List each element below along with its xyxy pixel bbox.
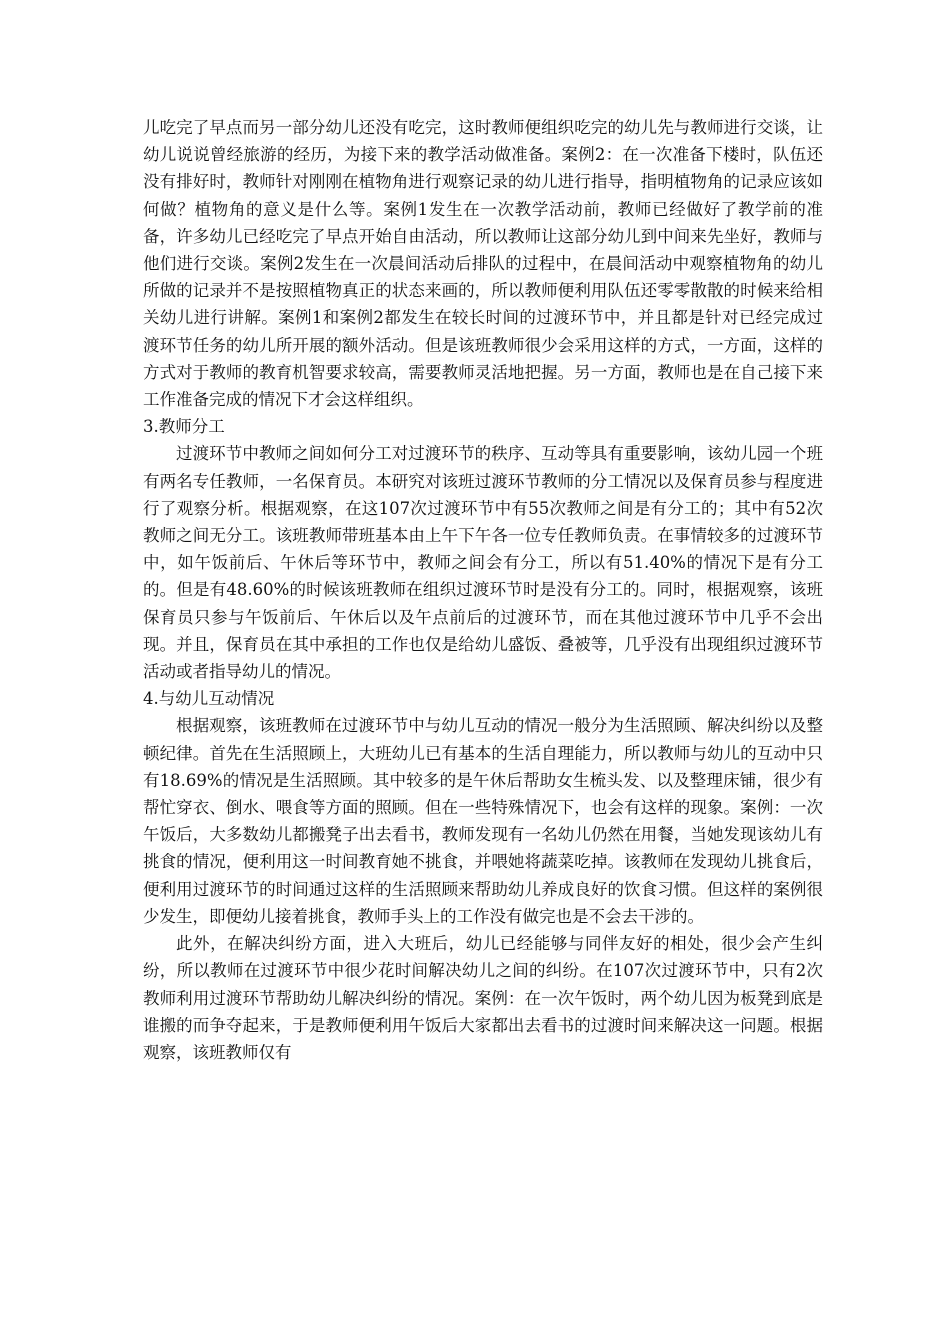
section-heading-teacher-division: 3.教师分工 xyxy=(143,417,225,437)
section-heading-child-interaction: 4.与幼儿互动情况 xyxy=(143,689,275,709)
paragraph-life-care: 根据观察，该班教师在过渡环节中与幼儿互动的情况一般分为生活照顾、解决纠纷以及整顿纪律。首先在生活照顾上，大班幼儿已有基本的生活自理能力，所以教师与幼儿的互动中只有18.69%的情况是生活照顾。其中较多的是午休后帮助女生梳头发、以及整理床铺，很少有帮忙穿衣、倒水、喂食等方面的照顾。但在一些特殊情况下，也会有这样的现象。案例：一次午饭后，大多数幼儿都搬凳子出去看书，教师发现有一名幼儿仍然在用餐，当她发现该幼儿有挑食的情况，便利用这一时间教育她不挑食，并喂她将蔬菜吃掉。该教师在发现幼儿挑食后，便利用过渡环节的时间通过这样的生活照顾来帮助幼儿养成良好的饮食习惯。但这样的案例很少发生，即便幼儿接着挑食，教师手头上的工作没有做完也是不会去干涉的。 xyxy=(143,716,823,926)
paragraph-case-examples: 儿吃完了早点而另一部分幼儿还没有吃完，这时教师便组织吃完的幼儿先与教师进行交谈，让幼儿说说曾经旅游的经历，为接下来的教学活动做准备。案例2：在一次准备下楼时，队伍还没有排好时，教师针对刚刚在植物角进行观察记录的幼儿进行指导，指明植物角的记录应该如何做？植物角的意义是什么等。案例1发生在一次教学活动前，教师已经做好了教学前的准备，许多幼儿已经吃完了早点开始自由活动，所以教师让这部分幼儿到中间来先坐好，教师与他们进行交谈。案例2发生在一次晨间活动后排队的过程中，在晨间活动中观察植物角的幼儿所做的记录并不是按照植物真正的状态来画的，所以教师便利用队伍还零零散散的时候来给相关幼儿进行讲解。案例1和案例2都发生在较长时间的过渡环节中，并且都是针对已经完成过渡环节任务的幼儿所开展的额外活动。但是该班教师很少会采用这样的方式，一方面，这样的方式对于教师的教育机智要求较高，需要教师灵活地把握。另一方面，教师也是在自己接下来工作准备完成的情况下才会这样组织。 xyxy=(143,118,823,410)
paragraph-dispute-resolution: 此外，在解决纠纷方面，进入大班后，幼儿已经能够与同伴友好的相处，很少会产生纠纷，所以教师在过渡环节中很少花时间解决幼儿之间的纠纷。在107次过渡环节中，只有2次教师利用过渡环节帮助幼儿解决纠纷的情况。案例：在一次午饭时，两个幼儿因为板凳到底是谁搬的而争夺起来，于是教师便利用午饭后大家都出去看书的过渡时间来解决这一问题。根据观察，该班教师仅有 xyxy=(143,934,823,1062)
paragraph-teacher-division: 过渡环节中教师之间如何分工对过渡环节的秩序、互动等具有重要影响，该幼儿园一个班有两名专任教师，一名保育员。本研究对该班过渡环节教师的分工情况以及保育员参与程度进行了观察分析。根据观察，在这107次过渡环节中有55次教师之间是有分工的；其中有52次教师之间无分工。该班教师带班基本由上午下午各一位专任教师负责。在事情较多的过渡环节中，如午饭前后、午休后等环节中，教师之间会有分工，所以有51.40%的情况下是有分工的。但是有48.60%的时候该班教师在组织过渡环节时是没有分工的。同时，根据观察，该班保育员只参与午饭前后、午休后以及午点前后的过渡环节，而在其他过渡环节中几乎不会出现。并且，保育员在其中承担的工作也仅是给幼儿盛饭、叠被等，几乎没有出现组织过渡环节活动或者指导幼儿的情况。 xyxy=(143,444,823,682)
document-body xyxy=(143,114,823,1066)
